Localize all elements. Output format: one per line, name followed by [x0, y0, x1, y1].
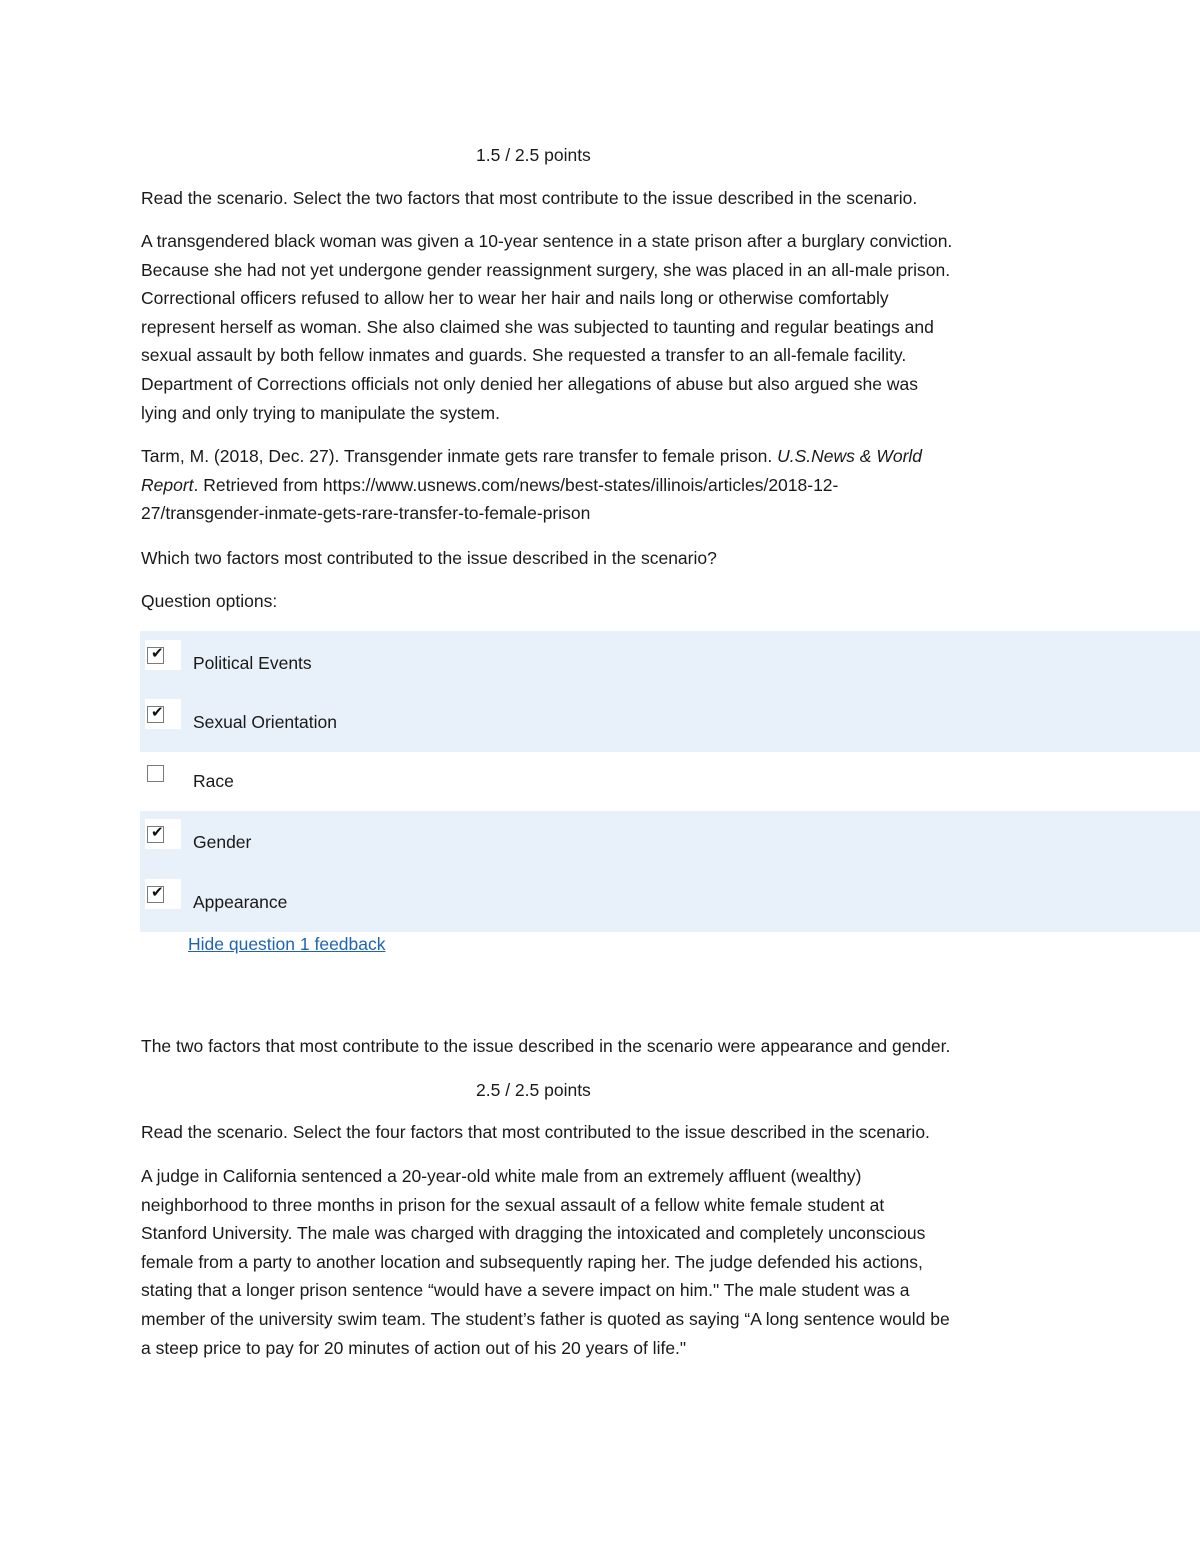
citation-journal: U.S.News & World: [777, 446, 923, 466]
option-row[interactable]: [140, 754, 1200, 814]
option-row[interactable]: [140, 875, 1200, 935]
option-label: Political Events: [193, 653, 312, 673]
scenario-line: Stanford University. The male was charged with dragging the intoxicated and completely unconscious: [141, 1223, 926, 1244]
option-row[interactable]: [140, 636, 1200, 696]
scenario-line: neighborhood to three months in prison for the sexual assault of a fellow white female student at: [141, 1194, 885, 1215]
scenario-line: stating that a longer prison sentence “would have a severe impact on him." The male student was a: [141, 1280, 910, 1301]
options-heading: Question options:: [141, 591, 278, 611]
scenario-line: lying and only trying to manipulate the system.: [141, 402, 500, 423]
checkbox-box: [147, 703, 164, 723]
checkbox-box: [147, 765, 164, 782]
hide-feedback-link[interactable]: Hide question 1 feedback: [188, 934, 386, 954]
scenario-line: Correctional officers refused to allow her to wear her hair and nails long or otherwise comfortably: [141, 288, 889, 309]
question-1-prompt: Which two factors most contributed to the issue described in the scenario?: [141, 548, 717, 568]
question-1-citation: [141, 442, 1071, 528]
question-2-points: 2.5 / 2.5 points: [476, 1080, 591, 1100]
question-1-instruction: Read the scenario. Select the two factors that most contribute to the issue described in the scenario.: [141, 188, 918, 208]
scenario-line: female from a party to another location and subsequently raping her. The judge defended his actions,: [141, 1251, 923, 1272]
scenario-line: represent herself as woman. She also claimed she was subjected to taunting and regular beatings and: [141, 316, 934, 337]
question-1-feedback: The two factors that most contribute to the issue described in the scenario were appearance and gender.: [141, 1036, 951, 1056]
checkmark-icon: ✔: [151, 823, 164, 841]
option-label: Race: [193, 771, 234, 791]
question-1-points: 1.5 / 2.5 points: [476, 145, 591, 165]
checkmark-icon: ✔: [151, 644, 164, 662]
checkbox-box: [147, 883, 164, 903]
option-checkbox[interactable]: [145, 758, 181, 788]
question-1-scenario: [141, 227, 1071, 427]
scenario-line: A transgendered black woman was given a 10-year sentence in a state prison after a burglary conviction.: [141, 231, 953, 251]
checkbox-box: [147, 823, 164, 843]
scenario-line: member of the university swim team. The student’s father is quoted as saying “A long sentence would be: [141, 1308, 950, 1329]
option-label: Sexual Orientation: [193, 712, 337, 732]
citation-suffix: . Retrieved from https://www.usnews.com/news/best-states/illinois/articles/2018-12-: [193, 474, 839, 495]
option-label: Appearance: [193, 892, 288, 912]
citation-journal-cont: Report: [141, 474, 194, 495]
scenario-line: Because she had not yet undergone gender reassignment surgery, she was placed in an all-male prison.: [141, 259, 951, 280]
option-row[interactable]: [140, 695, 1200, 755]
option-checkbox[interactable]: [145, 640, 181, 670]
option-checkbox[interactable]: [145, 699, 181, 729]
option-label: Gender: [193, 832, 252, 852]
checkmark-icon: ✔: [151, 703, 164, 721]
option-checkbox[interactable]: [145, 819, 181, 849]
scenario-line: A judge in California sentenced a 20-year-old white male from an extremely affluent (wealthy): [141, 1166, 862, 1186]
option-row[interactable]: [140, 815, 1200, 875]
scenario-line: Department of Corrections officials not only denied her allegations of abuse but also argued she was: [141, 373, 918, 394]
question-2-scenario: [141, 1162, 1071, 1362]
checkbox-box: [147, 644, 164, 664]
citation-url: 27/transgender-inmate-gets-rare-transfer-to-female-prison: [141, 503, 591, 524]
checkmark-icon: ✔: [151, 883, 164, 901]
option-checkbox[interactable]: [145, 879, 181, 909]
scenario-line: sexual assault by both fellow inmates and guards. She requested a transfer to an all-female facility.: [141, 345, 907, 366]
question-2-instruction: Read the scenario. Select the four factors that most contributed to the issue described in the scenario.: [141, 1122, 930, 1142]
scenario-line: a steep price to pay for 20 minutes of action out of his 20 years of life.": [141, 1337, 687, 1358]
citation-prefix: Tarm, M. (2018, Dec. 27). Transgender inmate gets rare transfer to female prison.: [141, 446, 778, 466]
